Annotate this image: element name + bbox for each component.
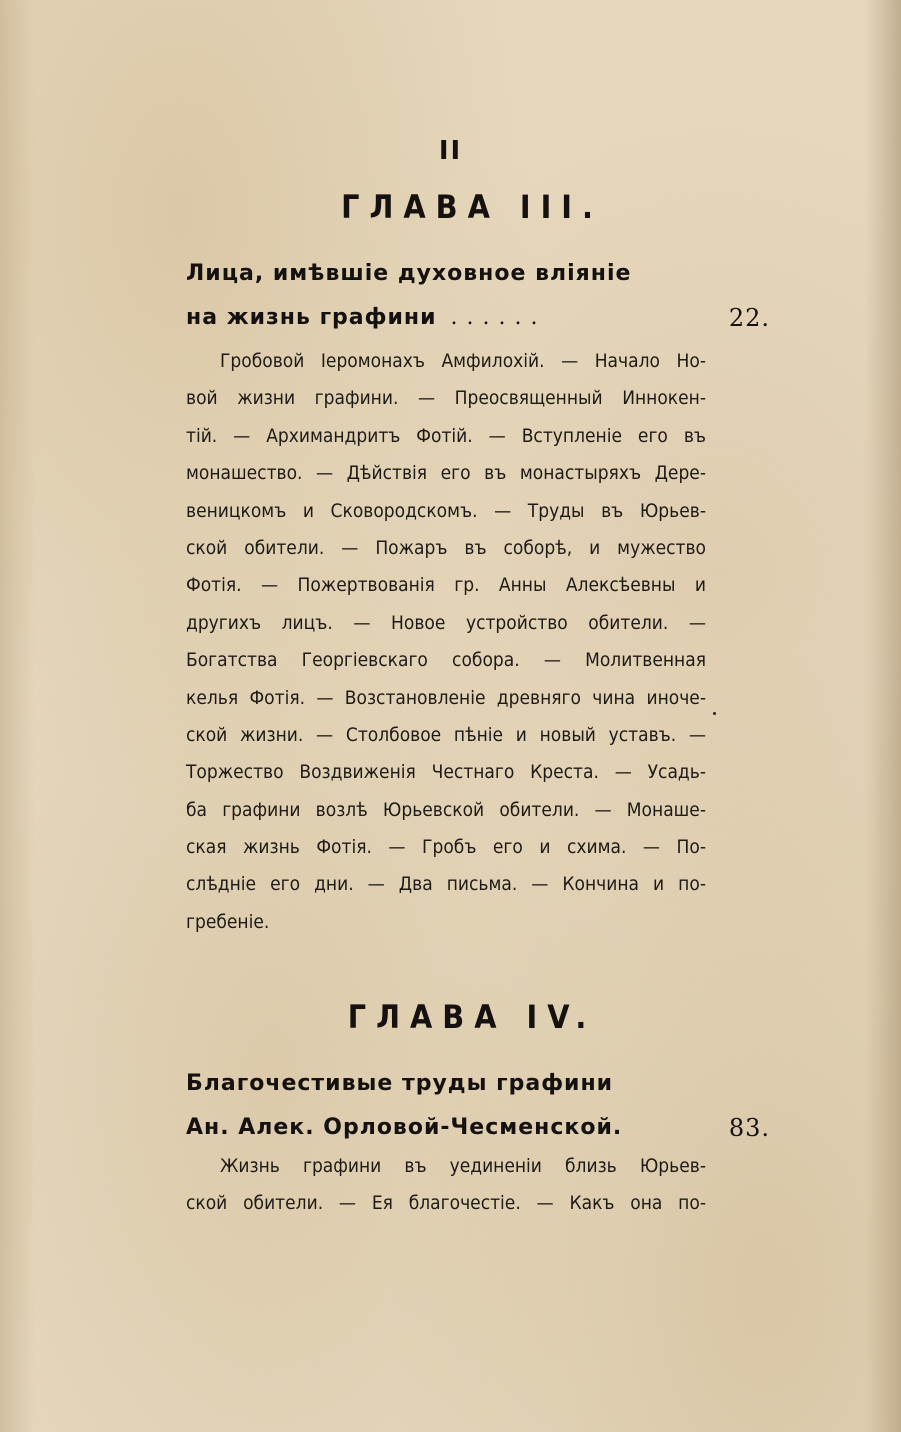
ink-speck <box>713 712 716 715</box>
chapter-4-heading-line-2 <box>186 1106 770 1150</box>
summary-line: ская жизнь Фотiя. — Гробъ его и схима. — По- <box>186 836 706 859</box>
summary-line: другихъ лицъ. — Новое устройство обители. — <box>186 611 706 634</box>
summary-line: тiй. — Архимандритъ Фотiй. — Вступленiе его въ <box>186 424 706 447</box>
chapter-3-page-ref: 22. <box>728 304 770 332</box>
chapter-3-heading <box>186 252 770 340</box>
chapter-4-title: ГЛАВА IV. <box>347 998 597 1036</box>
summary-line: вой жизни графини. — Преосвященный Иннокен- <box>186 387 706 410</box>
summary-line: ской жизни. — Столбовое пѣнiе и новый уставъ. — <box>186 723 706 746</box>
chapter-3-heading-text: на жизнь графини <box>186 305 437 330</box>
summary-line: веницкомъ и Сковородскомъ. — Труды въ Юрьев- <box>186 499 706 522</box>
summary-line: ба графини возлѣ Юрьевской обители. — Монаше- <box>186 798 706 821</box>
chapter-4-heading-line-1: Благочестивые труды графини <box>186 1071 614 1096</box>
chapter-3-heading-line-1: Лица, имѣвшiе духовное влiянiе <box>186 261 632 286</box>
summary-line: Богатства Георгiевскаго собора. — Молитвенная <box>186 649 706 672</box>
summary-line: Жизнь графини въ уединенiи близь Юрьев- <box>220 1155 706 1177</box>
summary-line: слѣднiе его дни. — Два письма. — Кончина и по- <box>186 873 706 896</box>
summary-line: келья Фотiя. — Возстановленiе древняго чина иноче- <box>186 686 706 709</box>
summary-line: Торжество Воздвиженiя Честнаго Креста. — Усадь- <box>186 761 706 784</box>
chapter-4-summary <box>186 1148 706 1223</box>
summary-line: гребенiе. <box>186 910 270 933</box>
summary-line: монашество. — Дѣйствiя его въ монастыряхъ Дере- <box>186 462 706 485</box>
chapter-3-title: ГЛАВА III. <box>341 188 603 226</box>
chapter-3-summary <box>186 343 706 941</box>
dot-leader: ...... <box>450 305 547 330</box>
page-number: II <box>438 136 463 166</box>
chapter-4-page-ref: 83. <box>728 1114 770 1142</box>
chapter-4-heading-text: Ан. Алек. Орловой-Чесменской. <box>186 1115 623 1140</box>
summary-line: Гробовой Iеромонахъ Амфилохiй. — Начало Но- <box>220 350 706 372</box>
chapter-4-heading <box>186 1062 770 1150</box>
summary-line: ской обители. — Пожаръ въ соборѣ, и мужество <box>186 536 706 559</box>
chapter-3-heading-line-2 <box>186 296 770 340</box>
summary-line: ской обители. — Ея благочестiе. — Какъ она по- <box>186 1192 706 1215</box>
summary-line: Фотiя. — Пожертвованiя гр. Анны Алексѣевны и <box>186 574 706 597</box>
